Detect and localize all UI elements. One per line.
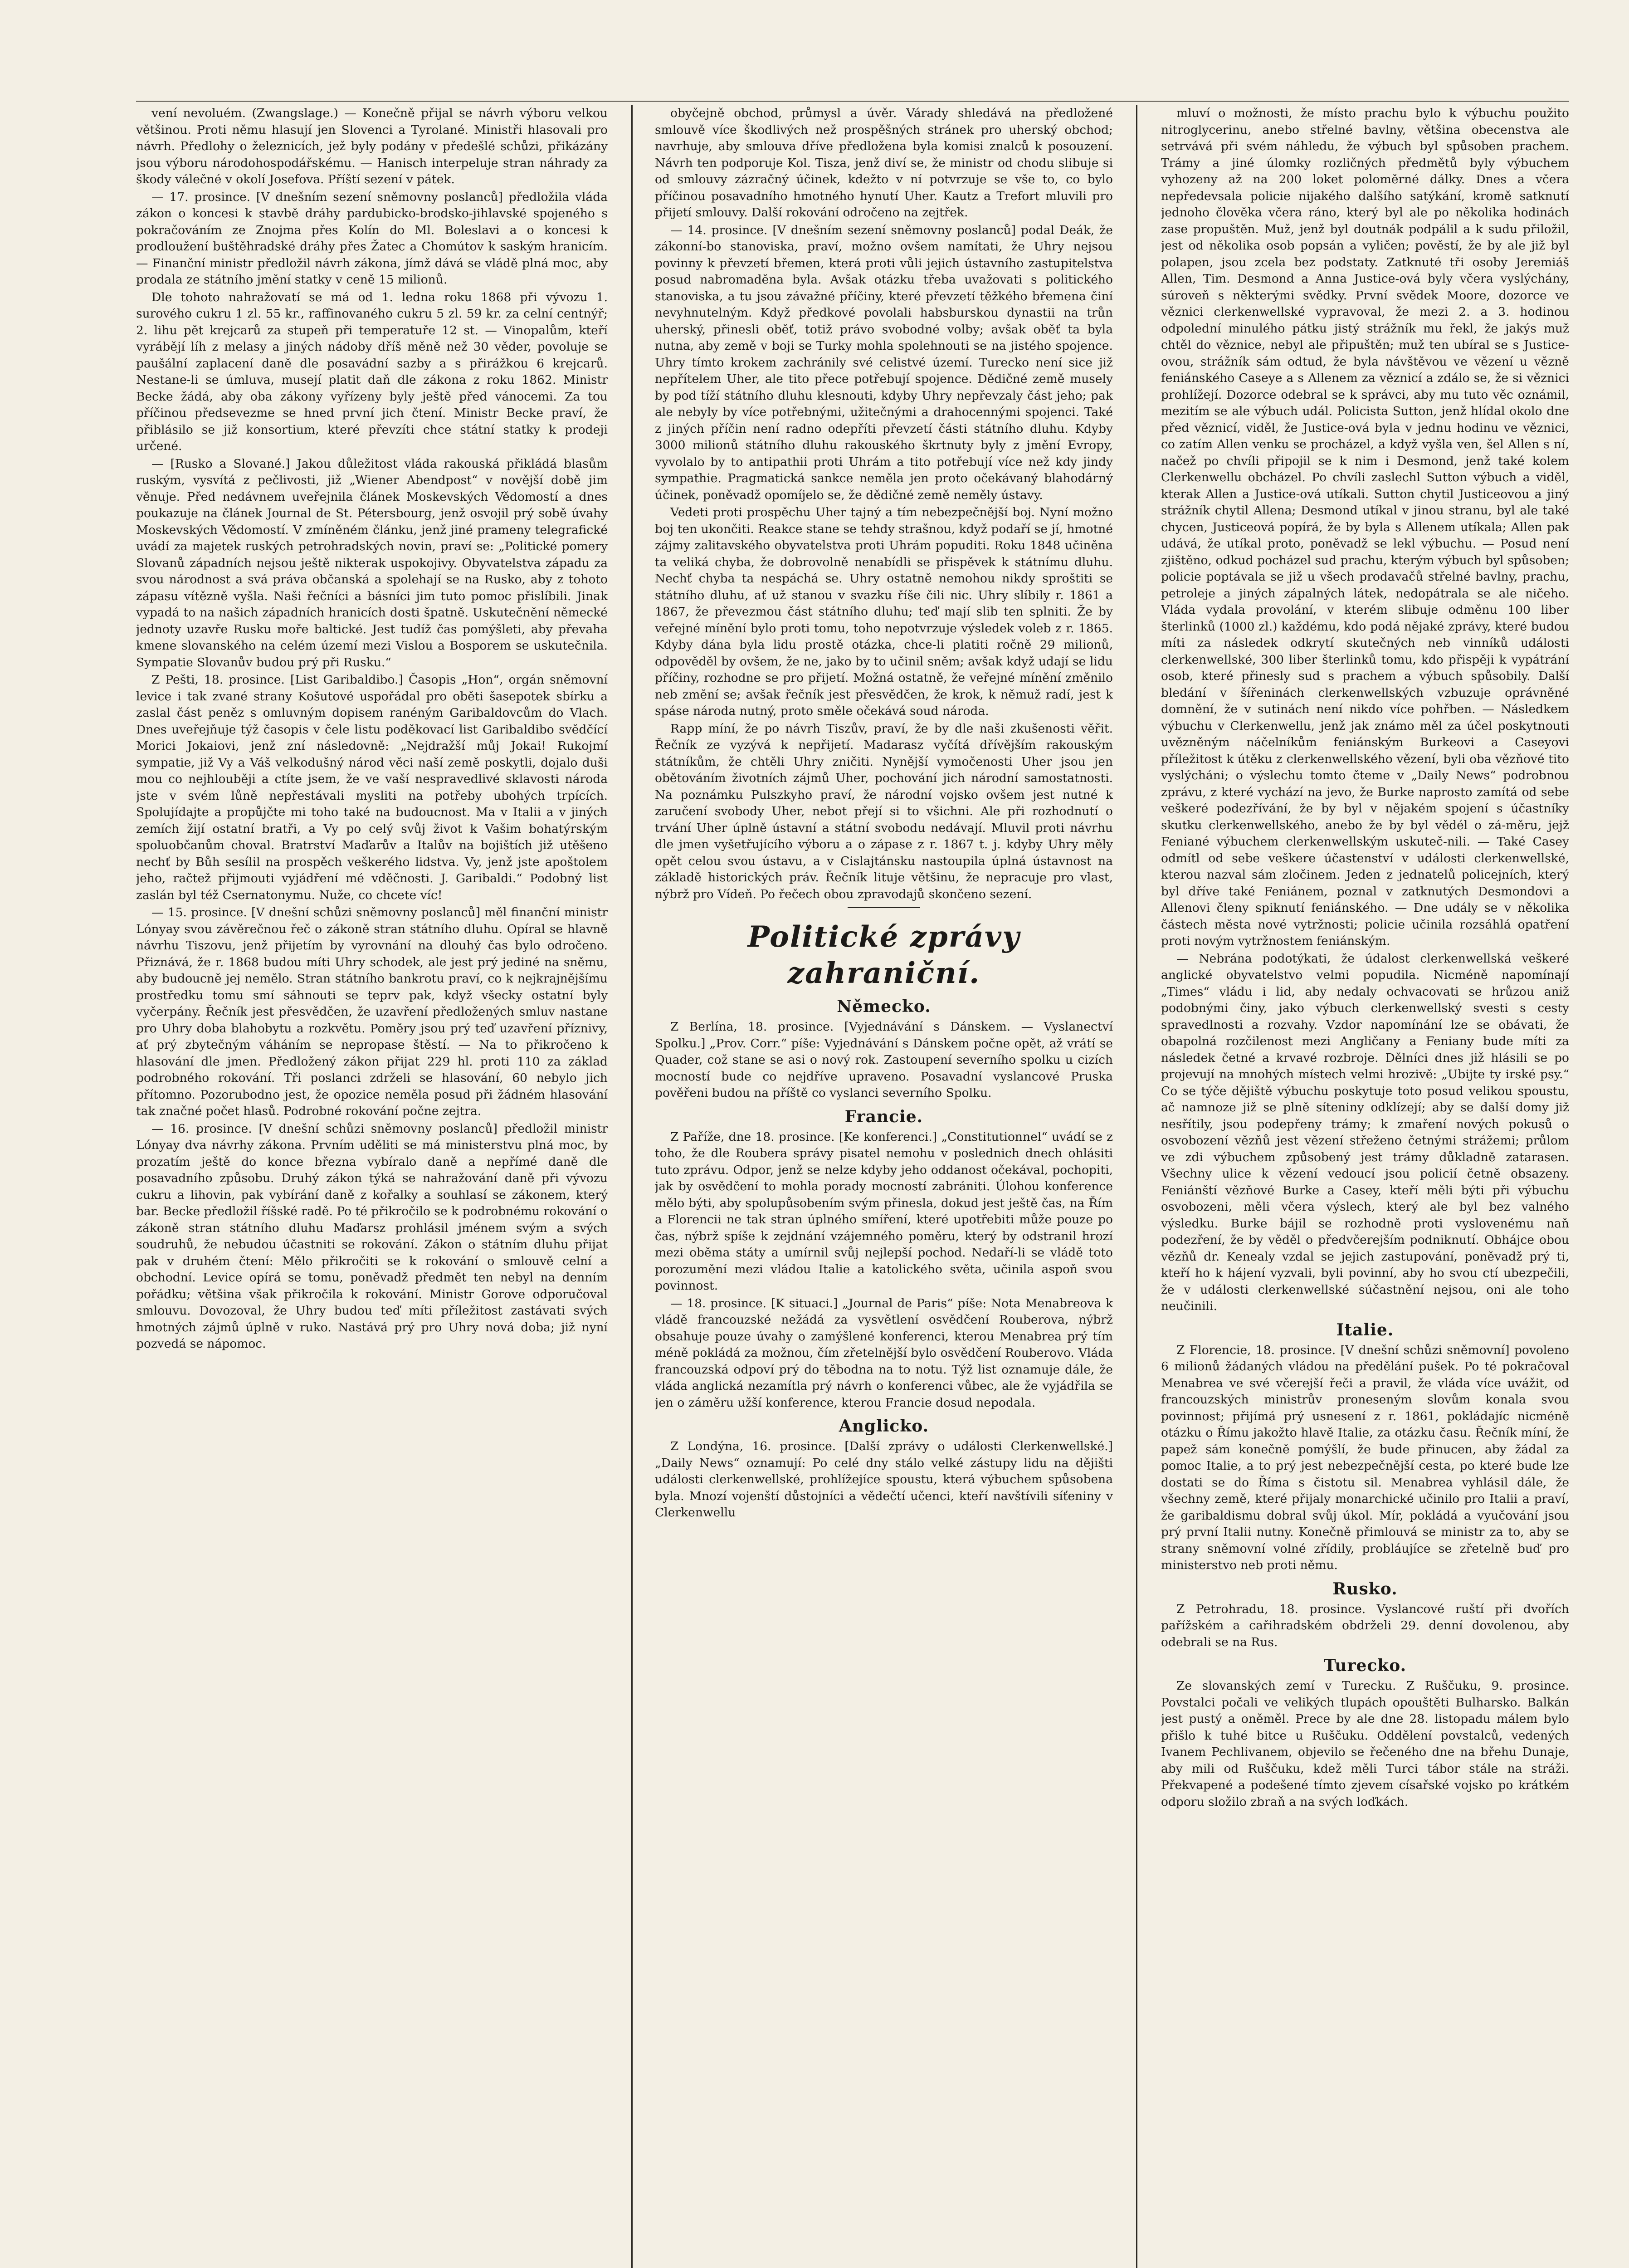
article-paragraph: Z Berlína, 18. prosince. [Vyjednávání s Dánskem. — Vyslanectví Spolku.] „Prov. Corr.“ píše: Vyjednávání s Dánskem počne opět, až vrátí se Quader, což stane se asi o nový rok. Zastoupení severního spolku u cizích mocností bude co nejdříve upraveno. Posavadní vyslancové Pruska pověřeni budou na příště co vyslanci severního Spolku. [655,1020,1113,1100]
country-heading-italy: Italie. [1336,1320,1394,1339]
top-rule [136,101,1569,102]
article-paragraph: Ze slovanských zemí v Turecku. Z Ruščuku, 9. prosince. Povstalci počali ve velikých tlupách opouštěti Bulharsko. Balkán jest pustý a oněměl. Prece by ale dne 28. listopadu málem bylo přišlo k tuhé bitce u Ruščuku. Oddělení povstalců, vedených Ivanem Pechlivanem, objevilo se řečeného dne na břehu Dunaje, aby mili od Ruščuku, kdež měli Turci tábor stále na stráži. Překvapené a podešené tímto zjevem císařské vojsko po krátkém odporu složilo zbraň a na svých loďkách. [1161,1679,1569,1809]
article-paragraph: Z Petrohradu, 18. prosince. Vyslancové ruští při dvořích pařížském a cařihradském obdrželi 29. denní dovolenou, aby odebrali se na Rus. [1161,1602,1569,1649]
column-3 [1161,105,1569,2268]
column-2 [655,105,1113,2268]
article-paragraph: Z Pešti, 18. prosince. [List Garibaldibo.] Časopis „Hon“, orgán sněmovní levice i tak zvané strany Košutové uspořádal pro oběti šasepotek sbírku a zaslal část peněz s omluvným dopisem ranéným Garibaldovcům do Vlach. Dnes uveřejňuje týž časopis v čele listu poděkovací list Garibaldibo svědčící Morici Jokaiovi, jenž zní následovně: „Nejdražší můj Jokai! Rukojmí sympatie, již Vy a Váš velkodušný národ věci naší země poskytli, dojalo duši mou co nejhlouběji a ctíte jsem, že ve vaší nespravedlivé sklavosti národa jste v svém lůně nepřestávali mysliti na potřeby ubohých trpících. Spolujídajte a propůjčte mi toho také na budoucnost. Ma v Italii a v jiných zemích žijí ostatní bratři, a Vy po celý svůj život k Vašim bohatýrským spoluobčanům choval. Bratrství Maďarův a Italův na bojištích již utěšeno nechť by Bůh sesílil na prospěch veškerého lidstva. Vy, jenž jste apoštolem jeho, račtež přijmouti vyjádření mé vděčnosti. J. Garibaldi.“ Podobný list zaslán byl též Csernatonymu. Nuže, co chcete víc! [136,673,608,902]
article-paragraph: Z Florencie, 18. prosince. [V dnešní schůzi sněmovní] povoleno 6 milionů žádaných vládou na předělání pušek. Po té pokračoval Menabrea ve své včerejší řeči a pravil, že vláda více uvážit, od francouzských ministrův proneseným slovům konala svou povinnost; přijímá prý usnesení z r. 1861, pokládajíc nicméně otázku o Římu jakožto hlavě Italie, za otázku času. Řečník míní, že papež sám konečně pomýšlí, že bude přinucen, aby žádal za pomoc Italie, a to prý jest nebezpečnější cesta, po které bude lze dostati se do Říma s čistotu sil. Menabrea vyhlásil dále, že všechny země, které přijaly monarchické učinilo pro Italii a praví, že garibaldismu dobral svůj úkol. Mír, pokládá a vyučování jsou prý první Italii nutny. Konečně přimlouvá se ministr za to, aby se strany sněmovní volné zřídily, probláujíce se zřetelně buď pro ministerstvo neb proti němu. [1161,1343,1569,1572]
article-paragraph: — 18. prosince. [K situaci.] „Journal de Paris“ píše: Nota Menabreova k vládě francouzské nežádá za vysvětlení osvědčení Rouberova, nýbrž obsahuje pouze úvahy o zamýšlené konferenci, kterou Menabrea prý tím méně pokládá za možnou, čím zřetelnější bylo osvědčení Rouberovo. Vláda francouzská odpoví prý do těbodna na to notu. Týž list oznamuje dále, že vláda anglická nezamítla prý návrh o konferenci vůbec, ale že vyjádřila se jen o záměru užší konference, kterou Francie dosud nepodala. [655,1296,1113,1410]
article-paragraph: — 15. prosince. [V dnešní schůzi sněmovny poslanců] měl finanční ministr Lónyay svou závěrečnou řeč o zákoně stran státního dluhu. Opíral se hlavně návrhu Tiszovu, jenž přijetím by vyrovnání na dlouhý čas bylo odročeno. Přiznává, že r. 1868 budou míti Uhry schodek, ale jest prý jediné na sněmu, aby budoucně jej nemělo. Stran státního bankrotu praví, co k nejkrajnějšímu prostředku tomu smí sáhnouti se teprv pak, když všecky ostatní byly vyčerpány. Řečník jest přesvědčen, že uzavření předložených smluv nastane pro Uhry doba blahobytu a rozkvětu. Poměry jsou prý teď uzavření příznivy, ať prý zbytečným váháním se nepropase štěstí. — Na to přikročeno k hlasování dle jmen. Předložený zákon přijat 229 hl. proti 110 za základ podrobného rokování. Tři poslanci zdrželi se hlasování, 60 nebylo jich přítomno. Pozorubodno jest, že opozice neměla posud při žádném hlasování tak značné počet hlasů. Podrobné rokování počne zejtra. [136,905,608,1118]
country-heading-germany: Německo. [837,997,931,1016]
country-heading-russia: Rusko. [1332,1579,1398,1598]
article-paragraph: Rapp míní, že po návrh Tiszův, praví, že by dle naši zkušenosti věřit. Řečník ze vyzývá k nepřijetí. Madarasz vyčítá dřívějším rakouským státníkům, že chtěli Uhry zničiti. Nynější vymočenosti Uher jsou jen obětováním životních zájmů Uher, pochování jich národní samostatnosti. Na poznámku Pulszkyho praví, že národní vojsko ovšem jest nutné k zaručení svobody Uher, nebot přejí si to všichni. Ale při rozhodnutí o trvání Uher úplně ústavní a státní svobodu nedávají. Mluvil proti návrhu dle jmen vyšetřujícího výboru a o zápase z r. 1867 t. j. kdyby Uhry měly opět celou svou ústavu, a v Cislajtánsku nastoupila úplná ústavnost na základě historických práv. Řečník lituje většinu, že nepracuje pro vlast, nýbrž pro Vídeň. Po řečech obou zpravodajů skončeno sezení. [655,721,1113,901]
article-paragraph: — [Rusko a Slované.] Jakou důležitost vláda rakouská přikládá blasům ruským, vysvítá z pečlivosti, již „Wiener Abendpost“ v novější době jim věnuje. Před nedávnem uveřejnila článek Moskevských Vědomostí a dnes poukazuje na článek Journal de St. Pétersbourg, jenž osvojil prý sobě úvahy Moskevských Vědomostí. V zmíněném článku, jenž jiné prameny telegrafické uvádí za majetek ruských petrohradských novin, praví se: „Politické pomery Slovanů západních nejsou ještě nikterak uspokojivy. Obyvatelstva západu za svou národnost a svá práva občanská a spolehají se na Rusko, aby z tohoto zápasu vítězně vyšla. Naši řečníci a básníci jim tuto pomoc přislíbili. Jinak vypadá to na našich západních hranicích dosti špatně. Uskutečnění německé jednoty uzavře Rusku moře baltické. Jest tudíž čas pomýšleti, aby převaha kmene slovanského na celém území mezi Vislou a Bosporem se uskutečnila. Sympatie Slovanův budou prý při Rusku.“ [136,456,608,670]
section-heading: Politické zprávy zahraniční. [747,920,1020,990]
article-paragraph: Dle tohoto nahražovatí se má od 1. ledna roku 1868 při vývozu 1. surového cukru 1 zl. 55 kr., raffinovaného cukru 5 zl. 59 kr. za celní centnýř; 2. lihu pět krejcarů za stupeň při temperatuře 12 st. — Vinopalům, kteří vyrábějí líh z melasy a jiných nádoby dříš měně než 30 věder, povoluje se paušální zaplacení daně dle posavádní sazby a s přirážkou 6 krejcarů. Nestane-li se úmluva, musejí platit daň dle zákona z roku 1862. Ministr Becke žádá, aby oba zákony vyřízeny byly ještě před vánocemi. Za tou příčinou předsevezme se hned první jich čtení. Ministr Becke praví, že přiblásilo se již konsortium, které převzíti chce státní statky k prodeji určené. [136,290,608,453]
country-heading-england: Anglicko. [839,1417,929,1436]
article-paragraph: mluví o možnosti, že místo prachu bylo k výbuchu použito nitroglycerinu, anebo střelné bavlny, většina obecenstva ale setrvává při svém náhledu, že výbuch byl spůsoben prachem. Trámy a jiné úlomky rozličných předmětů byly výbuchem vyhozeny až na 200 loket poloměrné dálky. Dnes a včera nepředevsala policie nijakého dalšího satýkání, kromě satknutí jednoho člověka včera ráno, který byl ale po několika hodinách zase propuštěn. Muž, jenž byl doutnák podpálil a k sudu přiložil, jest od několika osob popsán a vyličen; pověstí, že by ale již byl polapen, jsou zcela bez podstaty. Zatknuté tři osoby Jeremiáš Allen, Tim. Desmond a Anna Justice-ová byly včera vyslýchány, súroveň s některými svědky. První svědek Moore, dozorce ve věznici clerkenwellské vypravoval, že mezi 2. a 3. hodinou odpolední minulého pátku jistý strážník mu řekl, že jakýs muž chtěl do věznice, nebyl ale připuštěn; muž ten ubíral se s Justice-ovou, strážník sám odtud, že byla návštěvou ve vězení u vězně feniánského Caseye a s Allenem za věznicí a zdálo se, že si věznici prohlížejí. Dozorce odebral se k správci, aby mu tuto věc oznámil, mezitím se ale výbuch udál. Policista Sutton, jenž hlídal okolo dne před věznicí, viděl, že Justice-ová byla v jednu hodinu ve věznici, co zatím Allen venku se procházel, a když vyšla ven, šel Allen s ní, načež po chvíli připojil se k nim i Desmond, jenž také kolem Clerkenwellu obcházel. Po chvíli zaslechl Sutton výbuch a viděl, kterak Allen a Justice-ová utíkali. Sutton chytil Justiceovou a jiný strážník chytil Allena; Desmond utíkal v jinou stranu, byl ale také chycen, Justiceová popírá, že by byla s Allenem utíkala; Allen pak udává, že utíkal proto, poněvadž se lekl výbuchu. — Posud není zjištěno, odkud pocházel sud prachu, kterým výbuch byl spůsoben; policie poptávala se již u všech prodavačů střelné bavlny, prachu, petroleje a jiných zápalných látek, nedopátrala se ale ničeho. Vláda vydala provolání, v kterém slibuje odměnu 100 liber šterlinků (1000 zl.) každému, kdo podá nějaké zprávy, které budou míti za následek odkrytí skutečných neb vinníků události clerkenwellské, 300 liber šterlinků tomu, kdo přispěji k vypátrání osob, které přinesly sud s prachem a výbuch spůsobily. Další bledání v šířeninách clerkenwellských vzbuzuje oprávněné domnění, že v sutinách není nikdo více pohřben. — Následkem výbuchu v Clerkenwellu, jenž jak známo měl za účel poskytnouti uvězněným náčelníkům feniánským Burkeovi a Caseyovi příležitost k útěku z clerkenwellského vězení, byli oba vězňové tito vyslýcháni; o výslechu tomto čteme v „Daily News“ podrobnou zprávu, z které vychází na jevo, že Burke naprosto zamítá od sebe veškeré podezřívání, že by byl v nějakém spojení s účastníky skutku clerkenwellského, anebo že by byl vědél o zá-měru, jejž Feniané výbuchem clerkenwellským uskuteč-nili. — Také Casey odmítl od sebe veškere účastenství v události clerkenwellské, kterou nazval sám zločinem. Jeden z jednatelů policejních, který byl dříve také Feniánem, poznal v zatknutých Desmondovi a Allenovi členy spiknutí feniánského. — Dne udály se v několika částech města nové vytržnosti; policie učinila rozsáhlá opatření proti novým vytržnostem feniánským. [1161,106,1569,948]
article-paragraph: vení nevoluém. (Zwangslage.) — Konečně přijal se návrh výboru velkou většinou. Proti němu hlasují jen Slovenci a Tyrolané. Ministři hlasovali pro návrh. Předlohy o železnicích, jež byly podány v předešlé schůzi, přikázány jsou výboru národohospodářskému. — Hanisch interpeluje stran náhrady za škody válečné v okolí Josefova. Příští sezení v pátek. [136,106,608,186]
column-1 [136,105,608,2268]
article-paragraph: — Nebrána podotýkati, že údalost clerkenwellská veškeré anglické obyvatelstvo velmi popudila. Nicméně napomínají „Times“ vládu i lid, aby nedaly ochvacovati se hrůzou aniž podobnými činy, jako výbuch clerkenwellský svesti s cesty spravedlnosti a rozvahy. Vzdor napomínání lze se obávati, že obapolná rozčilenost mezi Angličany a Feniany bude míti za následek četné a krvavé rozbroje. Dělníci dnes již hlásili se po projevují na mnohých místech velmi hrozivě: „Ubijte ty irské psy.“ Co se týče dějiště výbuchu poskytuje toto posud velikou spoustu, ač namnoze již se plně síteniny odklízejí; aby se další domy již nesřítily, jsou podepřeny trámy; k zmaření nových pokusů o osvobození vězňů jest vězení střeženo četnými strážemi; průlom ve zdi výbuchem způsobený jest trámy důkladně zatarasen. Všechny ulice k vězení vedoucí jsou policií četně obsazeny. Feniánští vězňové Burke a Casey, kteří měli býti při výbuchu osvobozeni, měli včera výslech, který ale byl bez valného výsledku. Burke bájil se rozhodně proti vyslovenému naň podezření, že by věděl o předvčerejším podniknutí. Obhájce obou vězňů dr. Kenealy vzdal se jejich zastupování, poněvadž prý ti, kteří ho k hájení vyzvali, byli povinní, aby ho svou ctí ubezpečili, že v události clerkenwellské súčastnění nejsou, oni ale toho neučinili. [1161,951,1569,1313]
country-heading-turkey: Turecko. [1323,1656,1407,1675]
article-paragraph: — 17. prosince. [V dnešním sezení sněmovny poslanců] předložila vláda zákon o koncesi k stavbě dráhy pardubicko-brodsko-jihlavské spojeného s pokračováním ze Znojma přes Kolín do Ml. Boleslavi a o koncesi k prodloužení buštěhradské dráhy přes Žatec a Chomútov k saským hranicím. — Finanční ministr předložil návrh zákona, jímž dává se vládě plná moc, aby prodala ze státního jmění statky v ceně 15 milionů. [136,190,608,287]
article-paragraph: Vedeti proti prospěchu Uher tajný a tím nebezpečnější boj. Nyní možno boj ten ukončiti. Reakce stane se tehdy strašnou, když podaří se jí, hmotné zájmy zalitavského obyvatelstva proti Uhrám popuditi. Roku 1848 učiněna ta veliká chyba, že dobrovolně nenabídli se přispěvek k státnímu dluhu. Nechť chyba ta nespáchá se. Uhry ostatně nemohou nikdy sproštiti se státního dluhu, ať už stanou v svazku říše čili nic. Uhry slíbily r. 1861 a 1867, že převezmou část státního dluhu; teď mají slib ten splniti. Že by veřejné mínění bylo proti tomu, toho nepotvrzuje výsledek voleb z r. 1865. Kdyby dána byla lidu prostě otázka, chce-li platiti ročně 29 milionů, odpověděl by ovšem, že ne, jako by to učinil sněm; avšak když udají se lidu příčiny, rozhodne se pro přijetí. Možná ostatně, že veřejné mínění změnilo neb změní se; avšak řečník jest přesvědčen, že krok, k němuž radí, jest k spáse národa nutný, proto směle očekává soud národa. [655,505,1113,718]
article-paragraph: obyčejně obchod, průmysl a úvěr. Várady shledává na předložené smlouvě více škodlivých než prospěšných stránek pro uherský obchod; navrhuje, aby smlouva dříve předložena byla komisi znalců k posouzení. Návrh ten podporuje Kol. Tisza, jenž diví se, že ministr od chodu slibuje si od smlouvy zázračný účinek, kdežto v ní potvrzuje se vše to, co bylo příčinou posavadního hmotného hynutí Uher. Kautz a Trefort mluvili pro přijetí smlouvy. Další rokování odročeno na zejtřek. [655,106,1113,220]
article-paragraph: — 14. prosince. [V dnešním sezení sněmovny poslanců] podal Deák, že zákonní-bo stanoviska, praví, možno ovšem namítati, že Uhry nejsou povinny k převzetí břemen, která proti vůli jejich ústavního zastupitelstva posud nabromaděna byla. Avšak otázku třeba uvažovati s politického stanoviska, a tu jsou závažné příčiny, které převzetí těžkého břemena činí nevyhnutelným. Když předkové povolali habsburskou dynastii na trůn uherský, přinesli oběť, totiž právo svobodné volby; avšak oběť ta byla nutna, aby země v boji se Turky mohla spolehnouti se na jistého spojence. Uhry tímto krokem zachránily své celistvé území. Turecko není sice již nepřítelem Uher, ale tito přece potřebují spojence. Dědičné země musely by pod tíží státního dluhu klesnouti, kdyby Uhry nepřevzaly část jeho; pak ale nebyly by více potřebnými, užitečnými a drahocennými spojenci. Také z jiných příčin není radno odepříti převzetí části státního dluhu. Kdyby 3000 milionů státního dluhu rakouského škrtnuty byly z jmění Evropy, vyvolalo by to antipathii proti Uhrám a tito potřebují více než kdy jindy sympathie. Pragmatická sankce neměla jen proto očekávaný blahodárný účinek, poněvadž opomíjelo se, že dědičné země neměly ústavy. [655,223,1113,502]
column-rule-2 [1136,105,1137,2268]
article-paragraph: — 16. prosince. [V dnešní schůzi sněmovny poslanců] předložil ministr Lónyay dva návrhy zákona. Prvním uděliti se má ministerstvu plná moc, by prozatím ještě do konce března vybíralo daně a nepřímé daně dle posavadního způsobu. Druhý zákon týká se nahražování daně při vývozu cukru a lihovin, pak vybírání daně z kořalky a souhlasí se zákonem, který bar. Becke předložil říšské radě. Po té přikročilo se k podrobnému rokování o zákoně stran státního dluhu Maďarsz prohlásil jménem svým a svých soudruhů, že nebudou účastniti se rokování. Zákon o státním dluhu přijat pak v druhém čtení: Mělo přikročiti se k rokování o smlouvě celní a obchodní. Levice opírá se tomu, poněvadž předmět ten nebyl na denním pořádku; většina však přikročila k rokování. Ministr Gorove odporučoval smlouvu. Dovozoval, že Uhry budou teď míti příležitost zastávati svých hmotných zájmů úplně v ruko. Nastává prý pro Uhry nová doba; již nyní pozvedá se nápomoc. [136,1121,608,1351]
section-divider [848,907,920,908]
article-paragraph: Z Londýna, 16. prosince. [Další zprávy o události Clerkenwellské.] „Daily News“ oznamují: Po celé dny stálo velké zástupy lidu na dějišti události clerkenwellské, prohlížejíce spoustu, která výbuchem spůsobena byla. Mnozí vojenští důstojníci a vědečtí učenci, kteří navštívili síťeniny v Clerkenwellu [655,1439,1113,1520]
article-paragraph: Z Paříže, dne 18. prosince. [Ke konferenci.] „Constitutionnel“ uvádí se z toho, že dle Roubera správy pisatel nemohu v poslednich dnech ohlásiti tuto zprávu. Odpor, jenž se nelze kdyby jeho oddanost očekával, pochopiti, jak by osvědčení to mohla porady mocností zabrániti. Úlohou konference mělo býti, aby spolupůsobením svým přinesla, dokud jest ještě čas, na Řím a Florencii ne tak stran úplného smíření, které upotřebiti může pouze po čas, nýbrž spíše k zejdnání vzájemného poměru, který by odstranil hrozí mezi oběma státy a umírnil svůj nejlepší pochod. Nedaří-li se vládě toto porozumění mezi vládou Italie a katolického světa, učinila aspoň svou povinnost. [655,1129,1113,1293]
country-heading-france: Francie. [844,1107,923,1126]
column-rule-1 [631,105,633,2268]
